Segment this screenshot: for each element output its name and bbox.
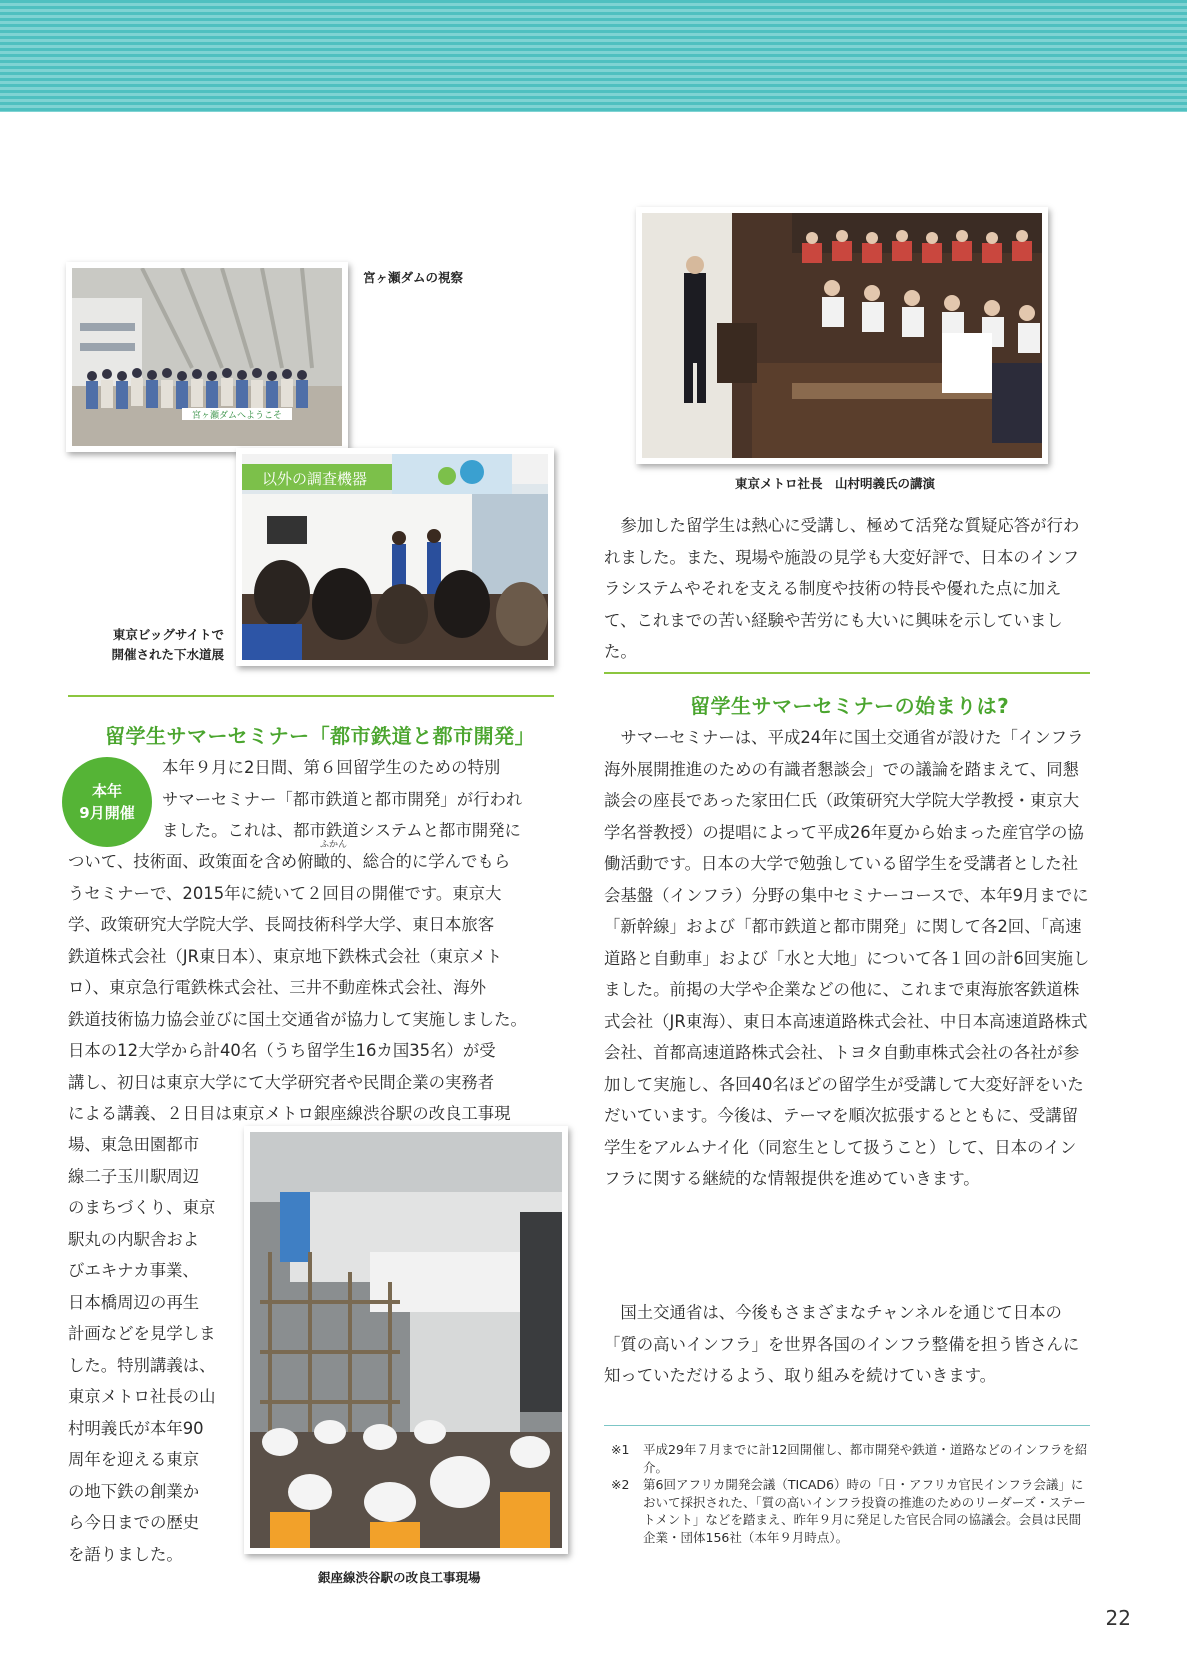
ruby-fukan: ふかん [320,840,348,850]
seminar-line: 周年を迎える東京 [68,1450,200,1469]
seminar-line: のまちづくり、東京 [68,1198,216,1217]
participants-text: 参加した留学生は熱心に受講し、極めて活発な質疑応答が行われました。また、現場や施設の見学も大変好評で、日本のインフラシステムやそれを支える制度や技術の特長や優れた点に加えて、これまでの苦い経験や苦労にも大いに興味を示していました。 [604,516,1080,661]
seminar-line: サマーセミナー「都市鉄道と都市開発」が行われ [162,789,523,809]
shibuya-caption: 銀座線渋谷駅の改良工事現場 [318,1570,481,1585]
seminar-line: 本年９月に2日間、第６回留学生のための特別 [162,758,501,777]
origins-body [604,722,1090,1195]
seminar-line: した。特別講義は、 [68,1355,216,1375]
footnote-text: 平成29年７月までに計12回開催し、都市開発や鉄道・道路などのインフラを紹介。 [643,1442,1088,1475]
date-badge [62,757,152,847]
dam-banner-text: 宮ヶ瀬ダムへようこそ [191,411,283,421]
closing-text: 国土交通省は、今後もさまざまなチャンネルを通じて日本の「質の高いインフラ」を世界各国のインフラ整備を担う皆さんに知っていただけるよう、取り組みを続けていきます。 [604,1303,1080,1385]
footnote-mark: ※2 [611,1477,630,1492]
seminar-body-top [162,752,562,847]
date-badge-line2: 9月開催 [79,804,135,822]
seminar-line: 日本橋周辺の再生 [68,1292,200,1312]
seminar-line: を語りました。 [68,1544,183,1564]
seminar-line: 場、東急田園都市 [68,1135,200,1154]
seminar-line: びエキナカ事業、 [68,1261,199,1280]
seminar-line: うセミナーで、2015年に続いて２回目の開催です。東京大 [68,883,502,903]
seminar-heading: 留学生サマーセミナー「都市鉄道と都市開発」 [105,724,536,748]
shibuya-photo [244,1126,568,1554]
page-number: 22 [1105,1606,1131,1630]
header-stripe-band [0,0,1187,112]
footnote-mark: ※1 [611,1442,630,1457]
origins-top-rule [604,672,1090,674]
footnote-text: 第6回アフリカ開発会議（TICAD6）時の「日・アフリカ官民インフラ会議」において採択された、「質の高いインフラ投資の推進のためのリーダーズ・ステートメント」などを踏まえ、昨年９月に発足した官民合同の協議会。会員は民間企業・団体156社（本年９月時点）。 [643,1477,1086,1545]
seminar-line: 計画などを見学しま [68,1324,216,1343]
seminar-line: の地下鉄の創業か [68,1481,200,1501]
lecture-caption: 東京メトロ社長 山村明義氏の講演 [735,476,936,491]
seminar-body-narrow [68,1129,238,1570]
bigsight-caption-line1: 東京ビッグサイトで [112,627,224,642]
footnotes [611,1441,1091,1546]
seminar-line: 村明義氏が本年90 [68,1418,204,1438]
footnote-1 [611,1441,1091,1476]
seminar-line: 日本の12大学から計40名（うち留学生16カ国35名）が受 [68,1041,496,1060]
seminar-line: ました。これは、都市鉄道システムと都市開発に [162,821,521,840]
seminar-line: 学、政策研究大学院大学、長岡技術科学大学、東日本旅客 [68,915,495,934]
footnote-rule [604,1425,1090,1426]
closing-body [604,1297,1090,1392]
date-badge-line1: 本年 [91,782,122,800]
seminar-line: 東京メトロ社長の山 [68,1387,216,1406]
seminar-body-full [68,846,568,1130]
seminar-top-rule [68,695,554,697]
seminar-line: ら今日までの歴史 [68,1513,200,1532]
seminar-line: ついて、技術面、政策面を含め俯瞰的、総合的に学んでもら [68,852,511,871]
bigsight-caption [100,625,224,665]
dam-caption: 宮ヶ瀬ダムの視察 [363,270,464,285]
bigsight-photo [236,448,554,666]
seminar-line: 駅丸の内駅舎およ [68,1229,200,1249]
seminar-line: 鉄道株式会社（JR東日本）、東京地下鉄株式会社（東京メト [68,946,503,966]
bigsight-sign-text: 以外の調査機器 [262,470,368,488]
participants-paragraph [604,510,1090,668]
lecture-photo [636,207,1048,464]
dam-photo [66,262,348,452]
origins-heading: 留学生サマーセミナーの始まりは? [690,694,1010,718]
seminar-line: ロ）、東京急行電鉄株式会社、三井不動産株式会社、海外 [68,978,486,997]
seminar-line: 講し、初日は東京大学にて大学研究者や民間企業の実務者 [68,1072,495,1092]
seminar-line: 線二子玉川駅周辺 [68,1166,200,1186]
seminar-line: 鉄道技術協力協会並びに国土交通省が協力して実施しました。 [68,1009,527,1029]
origins-text: サマーセミナーは、平成24年に国土交通省が設けた「インフラ海外展開推進のための有識者懇談会」での議論を踏まえて、同懇談会の座長であった家田仁氏（政策研究大学院大学教授・東京大学名誉教授）の提唱によって平成26年夏から始まった産官学の協働活動です。日本の大学で勉強している留学生を受講者とした社会基盤（インフラ）分野の集中セミナーコースで、本年9月までに「新幹線」および「都市鉄道と都市開発」に関して各2回、「高速道路と自動車」および「水と大地」について各１回の計6回実施しました。前掲の大学や企業などの他に、これまで東海旅客鉄道株式会社（JR東海）、東日本高速道路株式会社、中日本高速道路株式会社、首都高速道路株式会社、トヨタ自動車株式会社の各社が参加して実施し、各回40名ほどの留学生が受講して大変好評をいただいています。今後は、テーマを順次拡張するとともに、受講留学生をアルムナイ化（同窓生として扱うこと）して、日本のインフラに関する継続的な情報提供を進めていきます。 [604,728,1090,1188]
footnote-2 [611,1476,1091,1546]
seminar-line: による講義、２日目は東京メトロ銀座線渋谷駅の改良工事現 [68,1104,511,1123]
bigsight-caption-line2: 開催された下水道展 [111,647,224,662]
